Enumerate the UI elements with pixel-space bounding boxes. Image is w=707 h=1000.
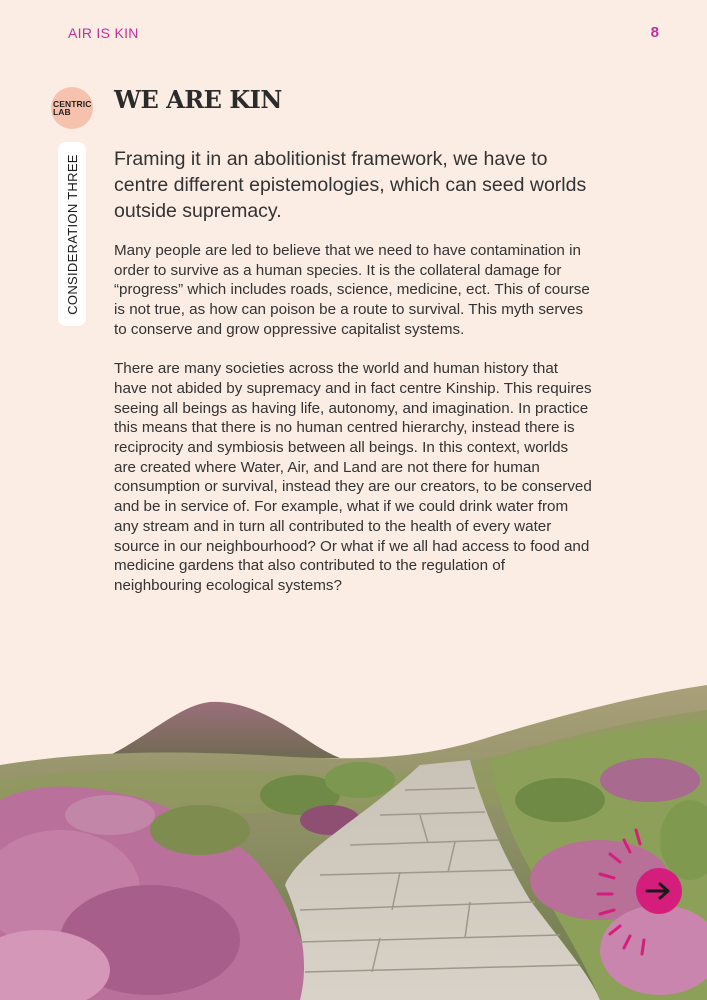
page-title: WE ARE KIN (114, 85, 282, 114)
page-number: 8 (650, 24, 659, 41)
lead-paragraph: Framing it in an abolitionist framework, we have to centre different epistemologies, which can seed worlds outside supremacy. (114, 148, 587, 222)
running-header: AIR IS KIN (68, 25, 139, 41)
centric-lab-logo (51, 87, 93, 129)
logo-line-2: LAB (53, 107, 71, 117)
arrow-right-icon (645, 881, 673, 901)
logo-line-1: CENTRIC (53, 99, 92, 109)
body-paragraph: There are many societies across the world and human history that have not abided by supremacy and in fact centre Kinship. This requires seeing all beings as having life, autonomy, and imagination. In practice this means that there is no human centred hierarchy, instead there is reciprocity and symbiosis between all beings. In this context, worlds are created where Water, Air, and Land are not there for human consumption or survival, instead they are our creators, to be conserved and be in service of. For example, what if we could drink water from any stream and in turn all contributed to the health of every water source in our neighbourhood? Or what if we all had access to food and medicine gardens that also contributed to the regulation of neighbouring ecological systems? (114, 360, 592, 594)
section-side-tab (58, 142, 86, 326)
body-paragraph: Many people are led to believe that we need to have contamination in order to survive as a human species. It is the collateral damage for “progress” which includes roads, science, medicine, ect. This of course is not true, as how can poison be a route to survival. This myth serves to conserve and grow oppressive capitalist systems. (114, 242, 590, 338)
side-tab-label: CONSIDERATION THREE (64, 153, 80, 315)
next-page-button[interactable] (636, 868, 682, 914)
body-text (114, 241, 592, 615)
